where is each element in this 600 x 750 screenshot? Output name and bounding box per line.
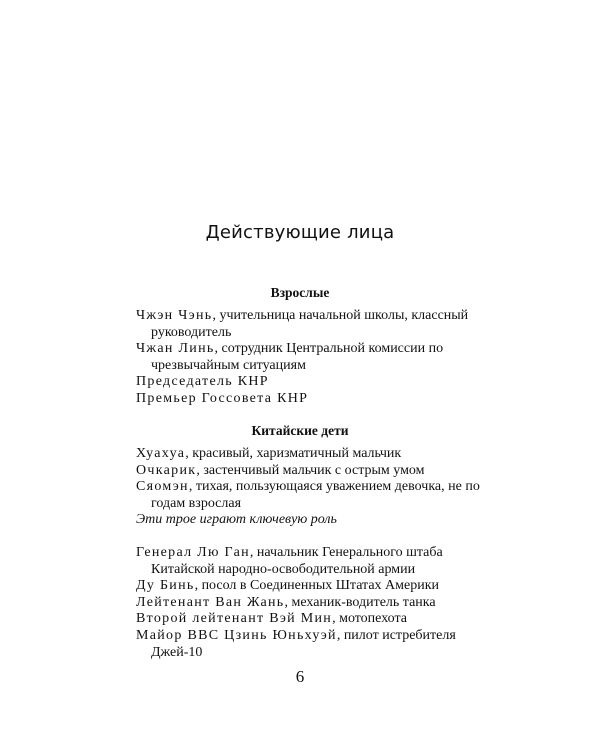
- character-description: , застенчивый мальчик с острым умом: [196, 462, 425, 478]
- list-item: [136, 374, 496, 391]
- character-description: , сотрудник Центральной комиссии по чрезвычайным ситуациям: [151, 341, 444, 373]
- character-name: Председатель КНР: [136, 374, 269, 390]
- character-description: , учительница начальной школы, классный руководитель: [151, 308, 469, 340]
- character-description: , начальник Генерального штаба Китайской народно-освободительной армии: [151, 545, 443, 577]
- character-name: Лейтенант Ван Жань: [136, 594, 285, 610]
- list-item: [136, 446, 496, 463]
- character-name: Сяомэн: [136, 479, 189, 495]
- list-item: [136, 611, 496, 628]
- character-description: , тихая, пользующаяся уважением девочка, не по годам взрослая: [151, 479, 480, 511]
- list-item: [136, 463, 496, 480]
- military-list: [136, 545, 496, 661]
- character-name: Генерал Лю Ган: [136, 545, 250, 560]
- list-item: [136, 341, 496, 374]
- section-heading-children: Китайские дети: [251, 423, 349, 438]
- character-name: Премьер Госсовета КНР: [136, 390, 309, 406]
- page-title: Действующие лица: [205, 222, 395, 243]
- list-item: [136, 578, 496, 595]
- character-description: , мотопехота: [332, 611, 407, 627]
- adults-list: [136, 308, 496, 408]
- list-item: [136, 628, 496, 661]
- list-item: [136, 595, 496, 612]
- list-item: [136, 308, 496, 341]
- character-name: Очкарик: [136, 462, 197, 478]
- list-item: [136, 391, 496, 408]
- character-name: Чжан Линь: [136, 341, 215, 357]
- character-description: , красивый, харизматичный мальчик: [185, 446, 402, 461]
- character-name: Майор ВВС Цзинь Юньхуэй: [136, 627, 337, 643]
- page-number: 6: [295, 667, 305, 686]
- list-item: [136, 479, 496, 512]
- children-list: [136, 446, 496, 529]
- section-heading-adults: Взрослые: [270, 285, 330, 300]
- character-name: Хуахуа: [136, 446, 186, 461]
- character-name: Второй лейтенант Вэй Мин: [136, 611, 333, 627]
- character-description: , посол в Соединенных Штатах Америки: [194, 578, 440, 594]
- character-name: Чжэн Чэнь: [136, 308, 213, 323]
- character-description: , пилот истребителя Джей-10: [151, 627, 456, 660]
- character-name: Ду Бинь: [136, 578, 195, 594]
- character-description: , механик-водитель танка: [284, 594, 436, 610]
- italic-note: Эти трое играют ключевую роль: [136, 512, 337, 528]
- list-item: [136, 545, 496, 578]
